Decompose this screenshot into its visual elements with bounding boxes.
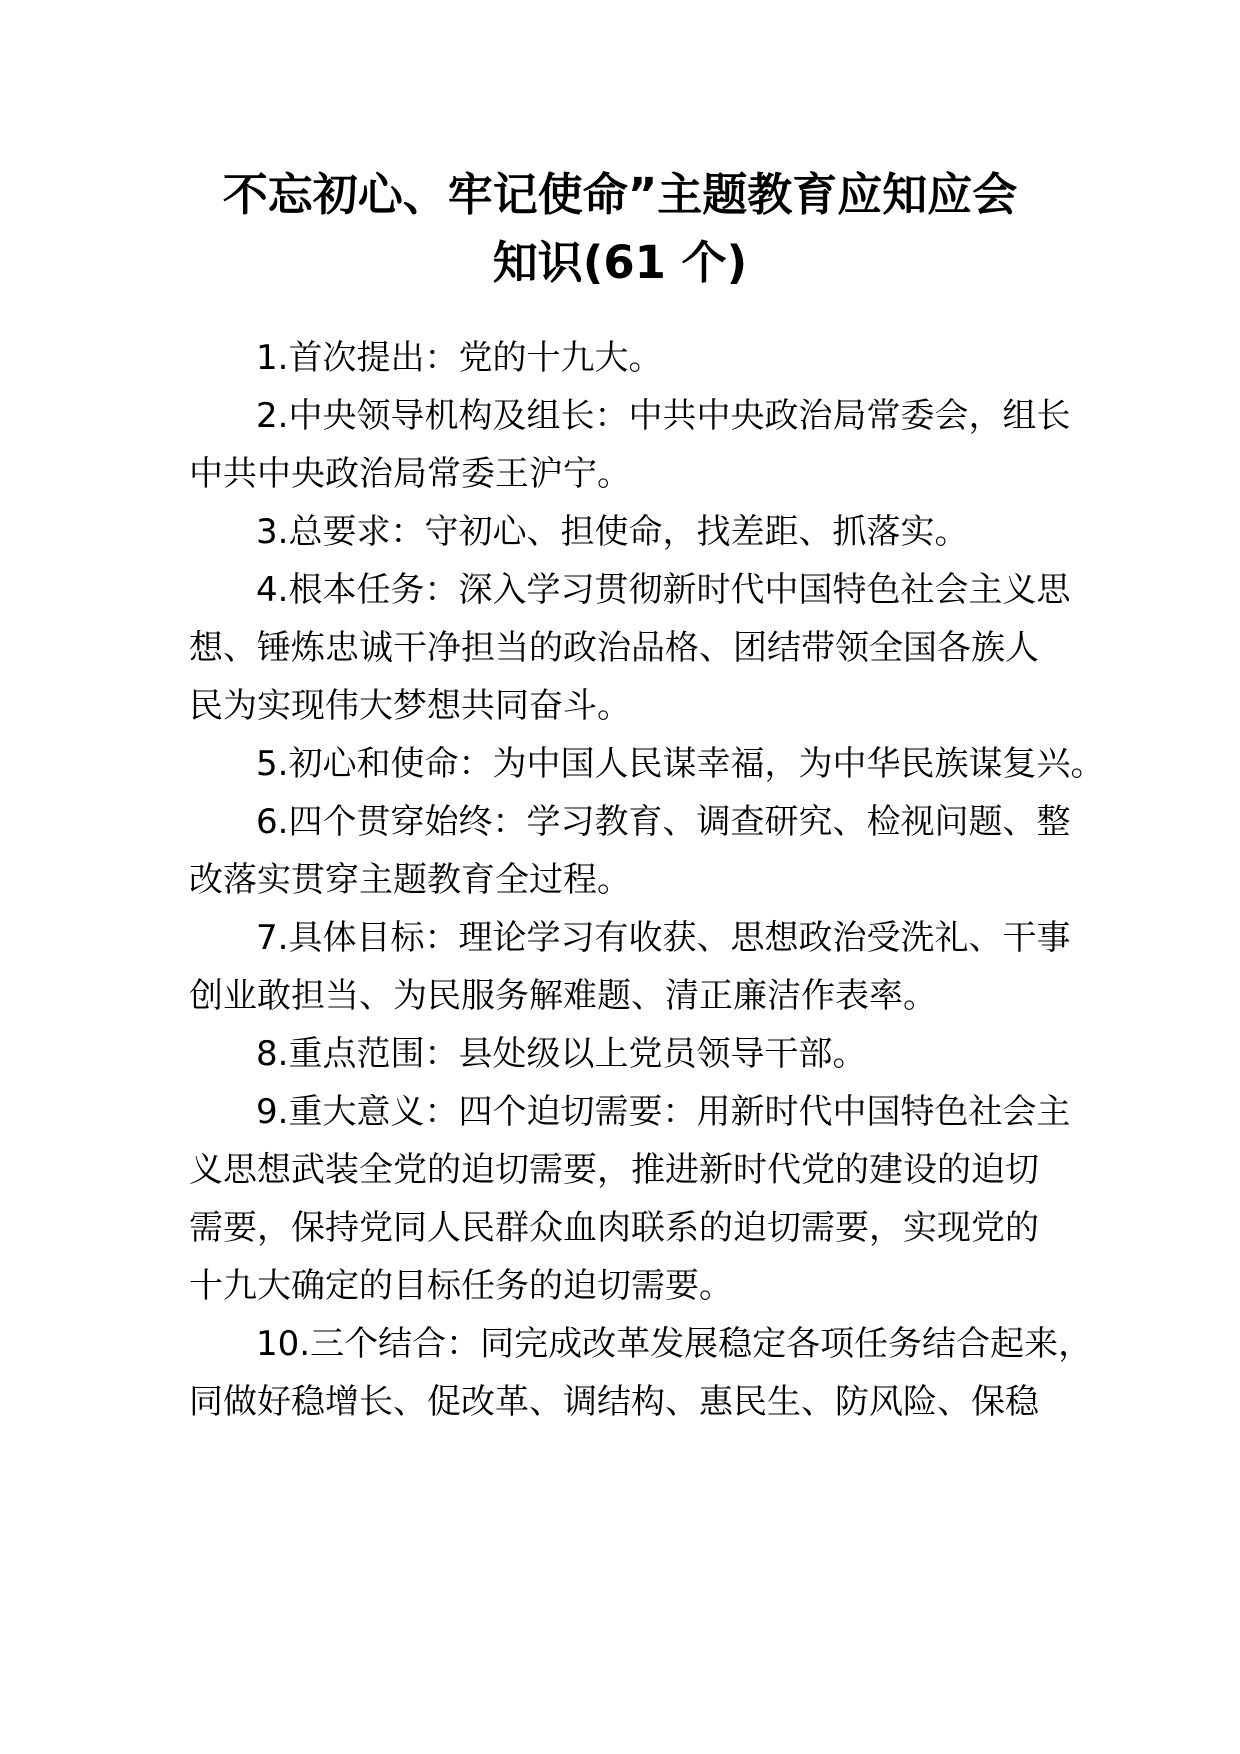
item-9-line-1: 9.重大意义：四个迫切需要：用新时代中国特色社会主 <box>256 1092 1071 1132</box>
item-4-line-1: 4.根本任务：深入学习贯彻新时代中国特色社会主义思 <box>256 570 1071 610</box>
item-3-line-1: 3.总要求：守初心、担使命，找差距、抓落实。 <box>256 512 969 552</box>
item-7-line-2: 创业敢担当、为民服务解难题、清正廉洁作表率。 <box>189 976 937 1016</box>
item-2-line-2: 中共中央政治局常委王沪宁。 <box>189 454 631 494</box>
item-9-line-3: 需要，保持党同人民群众血肉联系的迫切需要，实现党的 <box>189 1208 1039 1248</box>
item-3-number: 3. <box>256 512 289 552</box>
item-6-number: 6. <box>256 802 289 842</box>
item-10-line-2: 同做好稳增长、促改革、调结构、惠民生、防风险、保稳 <box>189 1382 1039 1422</box>
item-10-number: 10. <box>256 1324 311 1364</box>
item-8-line-1: 8.重点范围：县处级以上党员领导干部。 <box>256 1034 867 1074</box>
item-1-line-1: 1.首次提出：党的十九大。 <box>256 338 663 378</box>
item-2-number: 2. <box>256 396 289 436</box>
item-9-number: 9. <box>256 1092 289 1132</box>
item-6-line-1: 6.四个贯穿始终：学习教育、调查研究、检视问题、整 <box>256 802 1071 842</box>
document-title-line-2: 知识(61 个) <box>492 236 748 289</box>
item-9-line-4: 十九大确定的目标任务的迫切需要。 <box>189 1266 733 1306</box>
item-7-line-1: 7.具体目标：理论学习有收获、思想政治受洗礼、干事 <box>256 918 1071 958</box>
document-title-line-1: 不忘初心、牢记使命”主题教育应知应会 <box>222 168 1018 221</box>
item-5-line-1: 5.初心和使命：为中国人民谋幸福，为中华民族谋复兴。 <box>256 744 1105 784</box>
item-4-number: 4. <box>256 570 289 610</box>
item-7-number: 7. <box>256 918 289 958</box>
item-4-line-3: 民为实现伟大梦想共同奋斗。 <box>189 686 631 726</box>
item-6-line-2: 改落实贯穿主题教育全过程。 <box>189 860 631 900</box>
item-8-number: 8. <box>256 1034 289 1074</box>
item-9-line-2: 义思想武装全党的迫切需要，推进新时代党的建设的迫切 <box>189 1150 1039 1190</box>
item-2-line-1: 2.中央领导机构及组长：中共中央政治局常委会，组长 <box>256 396 1071 436</box>
item-10-line-1: 10.三个结合：同完成改革发展稳定各项任务结合起来， <box>256 1324 1093 1364</box>
item-4-line-2: 想、锤炼忠诚干净担当的政治品格、团结带领全国各族人 <box>189 628 1039 668</box>
item-1-number: 1. <box>256 338 289 378</box>
item-5-number: 5. <box>256 744 289 784</box>
